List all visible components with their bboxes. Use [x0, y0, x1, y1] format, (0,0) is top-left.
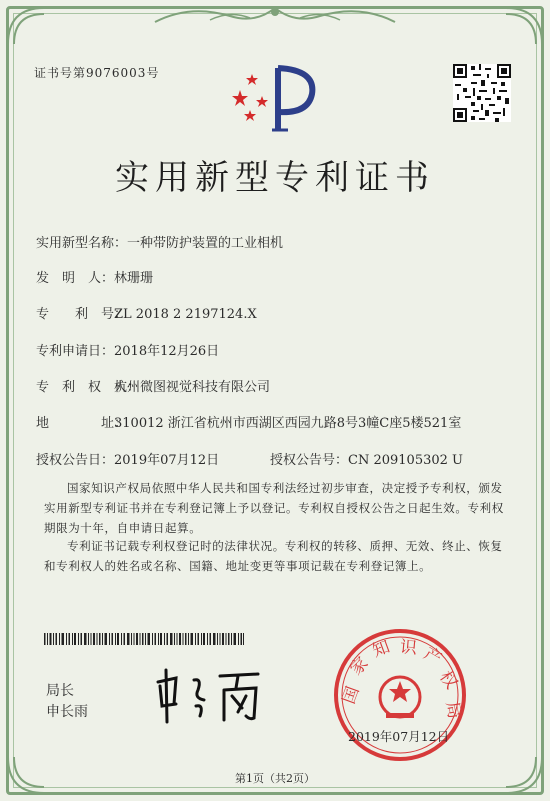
- top-ornament: [150, 2, 400, 28]
- seal-date: 2019年07月12日: [348, 729, 450, 744]
- certificate-number: 证书号第9076003号: [34, 66, 160, 80]
- grant-date: 2019年07月12日: [114, 453, 220, 468]
- director-signature: [150, 660, 270, 730]
- application-date-field: [36, 340, 219, 359]
- qr-code: [453, 64, 511, 122]
- statement-paragraph-1: 国家知识产权局依照中华人民共和国专利法经过初步审查，决定授予专利权，颁发实用新型专利证书并在专利登记簿上予以登记。专利权自授权公告之日起生效。专利权期限为十年，自申请日起算。: [44, 481, 504, 535]
- statement-paragraph-2: 专利证书记载专利权登记时的法律状况。专利权的转移、质押、无效、终止、恢复和专利权人的姓名或名称、国籍、地址变更等事项记载在专利登记簿上。: [44, 539, 503, 573]
- barcode: [44, 633, 244, 645]
- director-title: 局长: [46, 683, 74, 699]
- utility-model-name-field: [36, 232, 283, 251]
- field-label: 专 利 权 人：: [36, 380, 141, 395]
- field-label: 授权公告号：: [270, 453, 349, 468]
- field-label: 专利申请日：: [36, 344, 115, 359]
- inventor-field: [36, 267, 153, 286]
- seal-char-2: 家: [346, 653, 373, 680]
- patent-number-field: [36, 303, 257, 322]
- address-field: [36, 412, 461, 431]
- field-label: 专 利 号：: [36, 307, 128, 322]
- director-name: 申长雨: [46, 704, 88, 720]
- grant-date-field: [36, 449, 219, 468]
- address: 310012 浙江省杭州市西湖区西园九路8号3幢C座5楼521室: [114, 416, 462, 431]
- announcement-number: CN 209105302 U: [348, 453, 463, 468]
- top-right-corner-ornament: [500, 4, 546, 50]
- certificate-title: 实用新型专利证书: [115, 158, 435, 198]
- field-label: 发 明 人：: [36, 271, 115, 286]
- seal-char-4: 识: [399, 637, 418, 659]
- seal-char-1: 国: [338, 683, 364, 707]
- patentee-field: [36, 376, 270, 395]
- inventor: 林珊珊: [114, 271, 154, 286]
- page-number: 第1页（共2页）: [235, 772, 315, 785]
- field-label: 地 址：: [36, 416, 128, 431]
- seal-char-6: 权: [435, 667, 462, 693]
- seal-char-5: 产: [420, 643, 445, 670]
- utility-model-name: 一种带防护装置的工业相机: [127, 236, 284, 251]
- patentee: 杭州微图视觉科技有限公司: [114, 380, 271, 395]
- field-label: 授权公告日：: [36, 453, 115, 468]
- seal-char-3: 知: [369, 636, 393, 662]
- field-label: 实用新型名称：: [36, 236, 128, 251]
- application-date: 2018年12月26日: [114, 344, 220, 359]
- top-left-corner-ornament: [4, 4, 50, 50]
- announcement-number-field: [270, 449, 463, 468]
- patent-office-logo: [228, 60, 328, 138]
- seal-char-7: 局: [441, 700, 465, 721]
- patent-number: ZL 2018 2 2197124.X: [114, 307, 257, 322]
